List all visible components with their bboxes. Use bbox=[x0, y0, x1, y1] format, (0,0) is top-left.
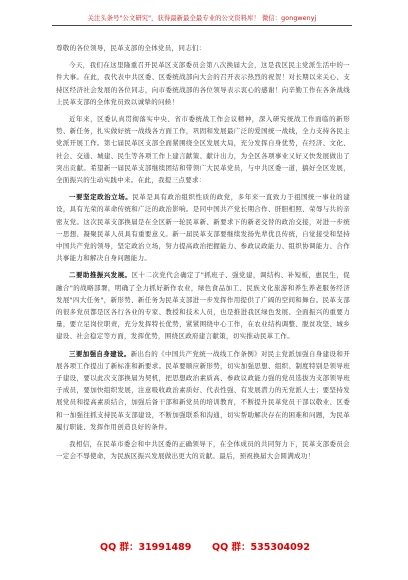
paragraph-text: 近年来，区委认真贯彻落实中央、省市委统战工作会议精神，深入研究统战工作面临的新形势、新任务，扎实做好统一战线各方面工作，巩固和发展最广泛的爱国统一战线，全力支持各民主党派开展工作。第七届民革区支部全面紧围绕全区发展大局，充分发挥自身优势，在经济、文化、社会、交通、城建、民生等各项工作上建言献策、献计出力，为全区各项事业又好又快发展做出了突出贡献。希望新一届民革支部继续团结和带领广大民革党员，与中共区委一道，搞好全区发展，全面振兴的生动实践中来。在此，我提三点要求： bbox=[56, 115, 350, 185]
paragraph-opening bbox=[56, 59, 350, 108]
paragraph-lead: 三要加强自身建设。 bbox=[69, 349, 131, 358]
paragraph-text: 区十二次党代会确定了"抓班子、强党建，调结构、补短板，惠民生，促融合"的战略部署，明确了全力抓好新作农业，绿色食品加工、民族文化旅游和养生养老服务经济发展"四大任务"，新形势、新任务为民革支部进一步发挥作用提供了广阔的空间和舞台。民革支部的很多党员都是区各行各业的专家、教授和技术人员，也是推进我区绿色发展、全面振兴的重要力量，要立足岗位职责，充分发挥特长优势，紧紧围绕中心工作，在农业结构调整、脱贫攻坚、城乡建设、社会稳定等方面，发挥优势，围绕区政府建言献策，切实推动民革工作。 bbox=[56, 271, 350, 341]
promo-banner: 关注头条号"公文研究"，获得最新最全最专业的公文资料库！ 微信：gongwenyj bbox=[52, 14, 352, 26]
paragraph-requirement-2 bbox=[56, 269, 350, 342]
paragraph-lead: 一要坚定政治立场。 bbox=[69, 193, 133, 202]
paragraph-requirement-3 bbox=[56, 348, 350, 433]
contact-footer bbox=[100, 539, 310, 553]
paragraph-text: 我相信，在民革市委会和中共区委的正确领导下，在全体成员的共同努力下，民革支部委员会一定会不辱使命，为民族区振兴发展做出更大的贡献。最后，预祝换届大会圆满成功！ bbox=[56, 440, 350, 461]
paragraph-lead: 二要助推振兴发展。 bbox=[69, 271, 132, 280]
paragraph-background bbox=[56, 113, 350, 186]
document-body bbox=[56, 42, 350, 468]
greeting: 尊敬的各位领导，民革支部的全体党员，同志们： bbox=[56, 44, 206, 52]
qq-group-2: QQ 群：535304092 bbox=[212, 542, 310, 553]
paragraph-text: 今天，我们在这里隆重召开民革区支部委员会第八次换届大会，这是我区民主党派生活中的一件大事。在此，我代表中共区委、区委统战部向大会的召开表示热烈的祝贺！对长期以来关心、支持区经济社会发展的各位同志，向市委统战部的各位领导表示衷心的感谢！向辛勤工作在各条战线上民革支部的全体党员致以诚挚的问候！ bbox=[56, 61, 350, 106]
paragraph-closing bbox=[56, 438, 350, 462]
paragraph-text: 新出台的《中国共产党统一战线工作条例》对民主党派加强自身建设和开展各项工作提出了新标准和新要求。民革要顺应新形势，切实加强思想、组织、制度特别是领导班子建设，要以此次支部换届为契机，把思想政治素质高、参政议政能力强的党员选拔为支部领导班子成员，要加快组织发展，注意吸收政治素质好、代表性强、有发展潜力的无党派人士；要坚持发展党员和提高素质结合，加强后备干部和新党员的培训教育，不断提升民革党员干部以敬业、区委和一加强往抓支持民革支部建设，不断加强联系和沟通，切实帮助解决存在的困难和问题，为民革履行职能、发挥作用创造良好的条件。 bbox=[56, 349, 350, 431]
paragraph-requirement-1 bbox=[56, 191, 350, 264]
paragraph-text: 民革是具有政治组织性质的政党，多年来一直致力于祖国统一事业的建设，具有光荣的革命传统和广泛的政治影响。是同中国共产党长期合作、肝胆相照、荣辱与共的亲密友党。这次民革支部换届是在全区新一轮民革新、新要求下的新老交替的政治交接，对进一步统一思想、凝聚民革人员具有重要意义。新一届民革支部要继续发扬先辈优良传统，自觉接受和坚持中国共产党的领导，坚定政治立场，努力提高政治把握能力、参政议政能力、组织协调能力、合作共事能力和解决自身问题能力。 bbox=[56, 193, 350, 263]
qq-group-1: QQ 群：31991489 bbox=[100, 542, 192, 553]
